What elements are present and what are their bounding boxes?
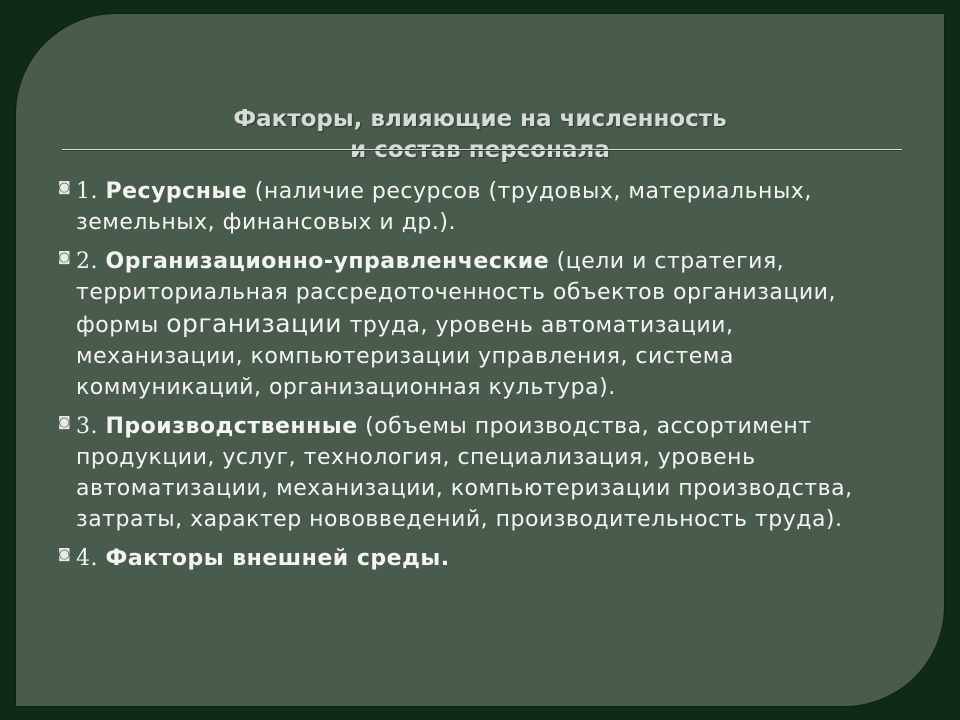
list-item-external (58, 543, 908, 574)
item-text-after: труда, уровень автоматизации, механизации, компьютеризации управления, система коммуникаций, организационная культура). (76, 313, 734, 400)
bullet-icon: ◙ (58, 250, 72, 265)
item-number: 1. (76, 179, 98, 204)
bullet-icon: ◙ (58, 415, 72, 430)
item-text: (объемы производства, ассортимент продукции, услуг, технология, специализация, уровень автоматизации, механизации, компьютеризации производства, затраты, характер нововведений, производительность труда). (76, 414, 853, 532)
slide-title-line-1: Факторы, влияющие на численность (233, 106, 727, 132)
slide-title-line-2: и состав персонала (350, 137, 610, 163)
bullet-icon: ◙ (58, 180, 72, 195)
item-text: (наличие ресурсов (трудовых, материальных, земельных, финансовых и др.). (76, 179, 812, 235)
item-heading: Факторы внешней среды. (105, 546, 450, 571)
item-text-before: (цели и стратегия, территориальная рассредоточенность объектов организации, формы (76, 249, 836, 338)
item-heading: Ресурсные (105, 179, 248, 204)
factor-list (58, 176, 908, 582)
item-number: 2. (76, 249, 98, 274)
item-heading: Организационно-управленческие (105, 249, 550, 274)
item-number: 4. (76, 546, 98, 571)
item-heading: Производственные (105, 414, 358, 439)
title-divider (62, 149, 902, 151)
list-item-resources (58, 176, 908, 238)
list-item-production (58, 411, 908, 535)
item-text-emphasis: организации (166, 309, 343, 338)
bullet-icon: ◙ (58, 547, 72, 562)
item-number: 3. (76, 414, 98, 439)
slide-title (60, 104, 900, 166)
list-item-organizational (58, 246, 908, 403)
